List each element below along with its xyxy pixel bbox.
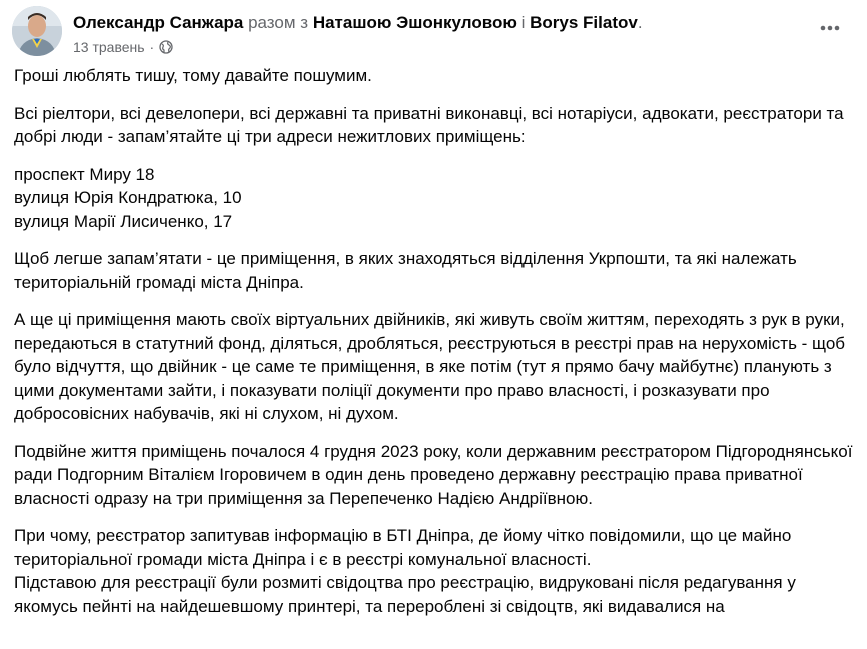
address-line: вулиця Юрія Кондратюка, 10 xyxy=(14,188,242,207)
post-date[interactable]: 13 травень xyxy=(73,39,145,55)
paragraph-3: Щоб легше запам’ятати - це приміщення, в яких знаходяться відділення Укрпошти, та які належать територіальній громаді міста Дніпра. xyxy=(14,249,797,292)
post-header xyxy=(12,6,855,58)
author-name[interactable]: Олександр Санжара xyxy=(73,13,244,32)
and-text: і xyxy=(521,13,526,32)
address-line: проспект Миру 18 xyxy=(14,164,155,184)
globe-icon[interactable] xyxy=(159,40,173,54)
paragraph-2: Всі ріелтори, всі девелопери, всі державні та приватні виконавці, всі нотаріуси, адвокати, реєстратори та добрі люди - запам’ятайте ці три адреси нежитлових приміщень: xyxy=(14,103,844,146)
more-horizontal-icon[interactable] xyxy=(815,18,845,38)
paragraph-1: Гроші люблять тишу, тому давайте пошумим. xyxy=(14,66,372,85)
author-avatar[interactable] xyxy=(12,6,62,56)
post-meta xyxy=(73,38,173,56)
author-line xyxy=(73,12,643,34)
end-dot: . xyxy=(637,13,643,32)
address-line: вулиця Марії Лисиченко, 17 xyxy=(14,211,233,231)
tagged-person-2[interactable]: Borys Filatov xyxy=(530,13,638,32)
paragraph-6: При чому, реєстратор запитував інформацію в БТІ Дніпра, де йому чітко повідомили, що це майно територіальної громади міста Дніпра і є в реєстрі комунальної власності. xyxy=(14,526,792,569)
meta-separator: · xyxy=(149,39,155,55)
with-text: разом з xyxy=(248,13,309,32)
avatar-photo xyxy=(12,6,62,56)
address-list xyxy=(14,163,859,234)
paragraph-5: Подвійне життя приміщень почалося 4 грудня 2023 року, коли державним реєстратором Підгороднянської ради Подгорним Віталієм Ігоровичем в один день проведено державну реєстрацію права приватної власності одразу на три приміщення за Перепеченко Надією Андріївною. xyxy=(14,441,853,508)
paragraph-4: А ще ці приміщення мають своїх віртуальних двійників, які живуть своїм життям, переходять з рук в руки, передаються в статутний фонд, діляться, дробляться, реєструються в реєстрі прав на нерухомість - щоб було відчуття, що двійник - це саме те приміщення, в яке потім (тут я прямо бачу майбутнє) планують з цими документами зайти, і показувати поліції документи про право власності, і розказувати про добросовісних набувачів, які ні слухом, ні духом. xyxy=(14,310,846,423)
paragraph-7: Підставою для реєстрації були розмиті свідоцтва про реєстрацію, видруковані після редагування у якомусь пейнті на найдешевшому принтері, та перероблені зі свідоцтв, які видавалися на xyxy=(14,573,796,616)
post-body xyxy=(14,64,859,618)
tagged-person-1[interactable]: Наташою Эшонкуловою xyxy=(312,13,517,32)
